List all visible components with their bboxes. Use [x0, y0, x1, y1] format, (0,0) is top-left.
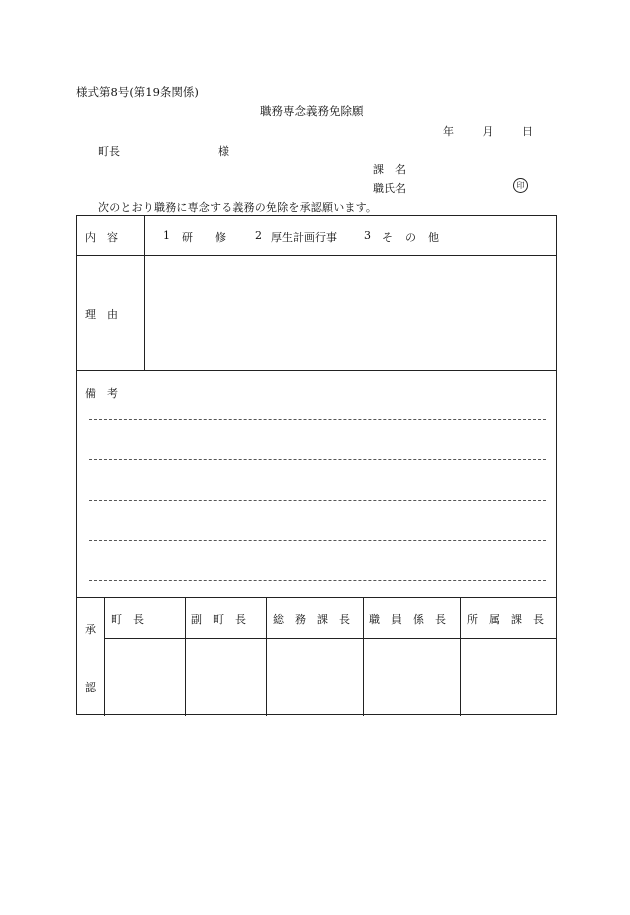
row-divider-reason [77, 370, 556, 371]
remarks-label: 備 考 [85, 387, 118, 400]
approver-general-affairs-chief [273, 611, 350, 627]
option-1-number: 1 [163, 229, 170, 242]
date-row [443, 123, 533, 139]
stamp-box-personnel-chief[interactable] [364, 639, 460, 715]
option-3-text-c: 他 [428, 231, 439, 244]
date-month: 月 [482, 125, 494, 138]
option-1-text-b: 修 [215, 231, 226, 244]
approval-label-bottom: 認 [85, 681, 96, 694]
request-text: 次のとおり職務に専念する義務の免除を承認願います。 [98, 201, 378, 214]
stamp-box-deputy-mayor[interactable] [186, 639, 266, 715]
seal-mark: 印 [513, 178, 528, 193]
content-label-text: 内 容 [85, 231, 118, 244]
form-number: 様式第8号(第19条関係) [76, 85, 199, 99]
stamp-box-general-affairs-chief[interactable] [267, 639, 363, 715]
content-label [85, 229, 137, 245]
approver-deputy-mayor [191, 611, 246, 627]
approver-personnel-chief-label: 職 員 係 長 [369, 613, 446, 626]
date-day: 日 [522, 125, 533, 138]
option-3-text-b: の [405, 231, 416, 244]
approver-deputy-mayor-label: 副 町 長 [191, 613, 246, 626]
approver-mayor [111, 611, 179, 627]
approver-general-affairs-chief-label: 総 務 課 長 [273, 613, 350, 626]
remarks-line-4 [89, 540, 546, 541]
remarks-line-3 [89, 500, 546, 501]
name-label: 職氏名 [373, 182, 406, 195]
approver-personnel-chief [369, 611, 446, 627]
row-divider-content [77, 255, 556, 256]
reason-label: 理 由 [85, 308, 118, 321]
approver-dept-chief [467, 611, 544, 627]
approver-mayor-label: 町 長 [111, 613, 144, 626]
addressee-honorific: 様 [218, 145, 229, 158]
option-2-text: 厚生計画行事 [271, 231, 337, 244]
date-year: 年 [443, 125, 454, 138]
remarks-line-2 [89, 459, 546, 460]
remarks-line-1 [89, 419, 546, 420]
approval-label-top: 承 [85, 623, 96, 636]
request-form-table [76, 215, 557, 715]
option-3-text-a: そ [382, 231, 393, 244]
addressee: 町長 [98, 145, 120, 158]
option-2-number: 2 [255, 229, 262, 242]
reason-field[interactable] [147, 258, 555, 368]
form-title: 職務専念義務免除願 [260, 104, 364, 118]
option-1-text-a: 研 [182, 231, 193, 244]
approver-dept-chief-label: 所 属 課 長 [467, 613, 544, 626]
stamp-box-dept-chief[interactable] [461, 639, 557, 715]
option-3-number: 3 [364, 229, 371, 242]
department-label: 課 名 [373, 163, 406, 176]
col-divider-label [144, 216, 145, 370]
stamp-box-mayor[interactable] [105, 639, 185, 715]
row-divider-remarks [77, 597, 556, 598]
remarks-line-5 [89, 580, 546, 581]
